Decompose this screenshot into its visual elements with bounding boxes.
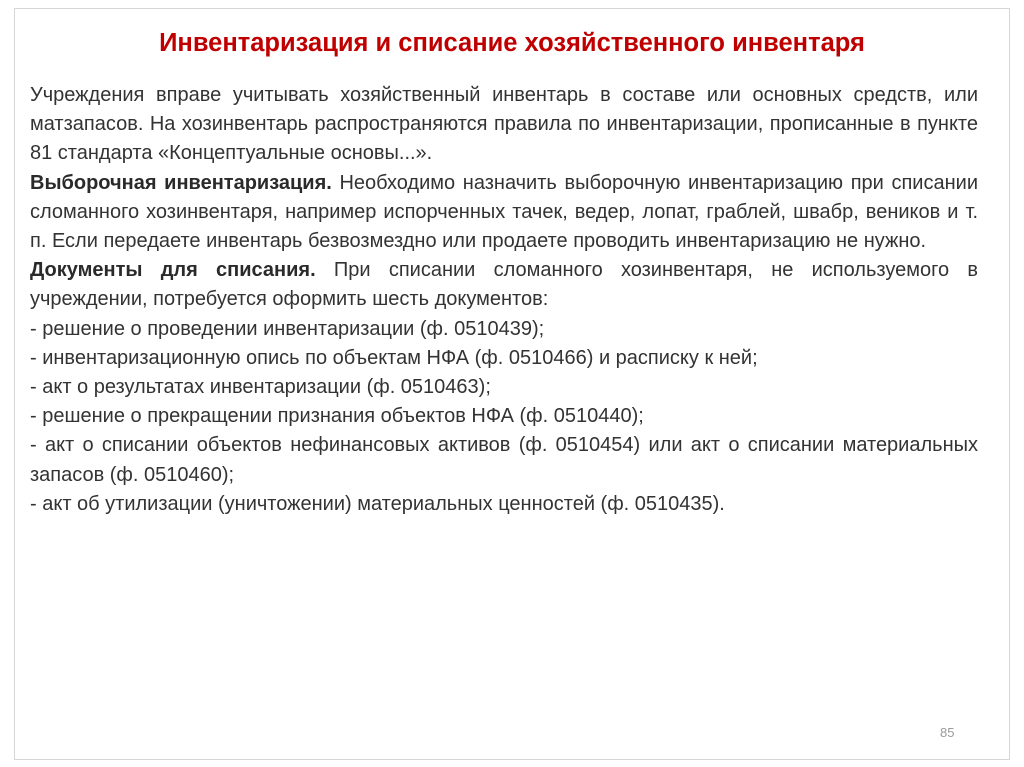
document-item-5: - акт о списании объектов нефинансовых активов (ф. 0510454) или акт о списании материальных запасов (ф. 0510460); [30,434,978,486]
document-item-4: - решение о прекращении признания объектов НФА (ф. 0510440); [30,405,644,428]
document-item-1: - решение о проведении инвентаризации (ф. 0510439); [30,317,545,340]
documents-paragraph [30,256,978,314]
sample-inventory-heading: Выборочная инвентаризация. [30,171,332,194]
intro-paragraph: Учреждения вправе учитывать хозяйственный инвентарь в составе или основных средств, или матзапасов. На хозинвентарь распространяются правила по инвентаризации, прописанные в пункте 81 стандарта «Концептуальные основы...». [30,84,978,165]
document-item-6: - акт об утилизации (уничтожении) материальных ценностей (ф. 0510435). [30,492,725,515]
sample-inventory-paragraph [30,169,978,257]
documents-heading: Документы для списания. [30,259,316,282]
sample-inventory-text: Необходимо назначить выборочную инвентаризацию при списании сломанного хозинвентаря, например испорченных тачек, ведер, лопат, граблей, швабр, веников и т. п. Если передаете инвентарь безвозмездно или продаете проводить инвентаризацию не нужно. [30,171,978,253]
documents-intro-text: При списании сломанного хозинвентаря, не используемого в учреждении, потребуется оформить шесть документов: [30,259,978,311]
slide-number: 85 [940,725,955,740]
slide-body [30,81,978,519]
document-item-2: - инвентаризационную опись по объектам НФА (ф. 0510466) и расписку к ней; [30,346,758,369]
slide-title: Инвентаризация и списание хозяйственного инвентаря [159,29,865,57]
document-item-3: - акт о результатах инвентаризации (ф. 0510463); [30,376,491,399]
